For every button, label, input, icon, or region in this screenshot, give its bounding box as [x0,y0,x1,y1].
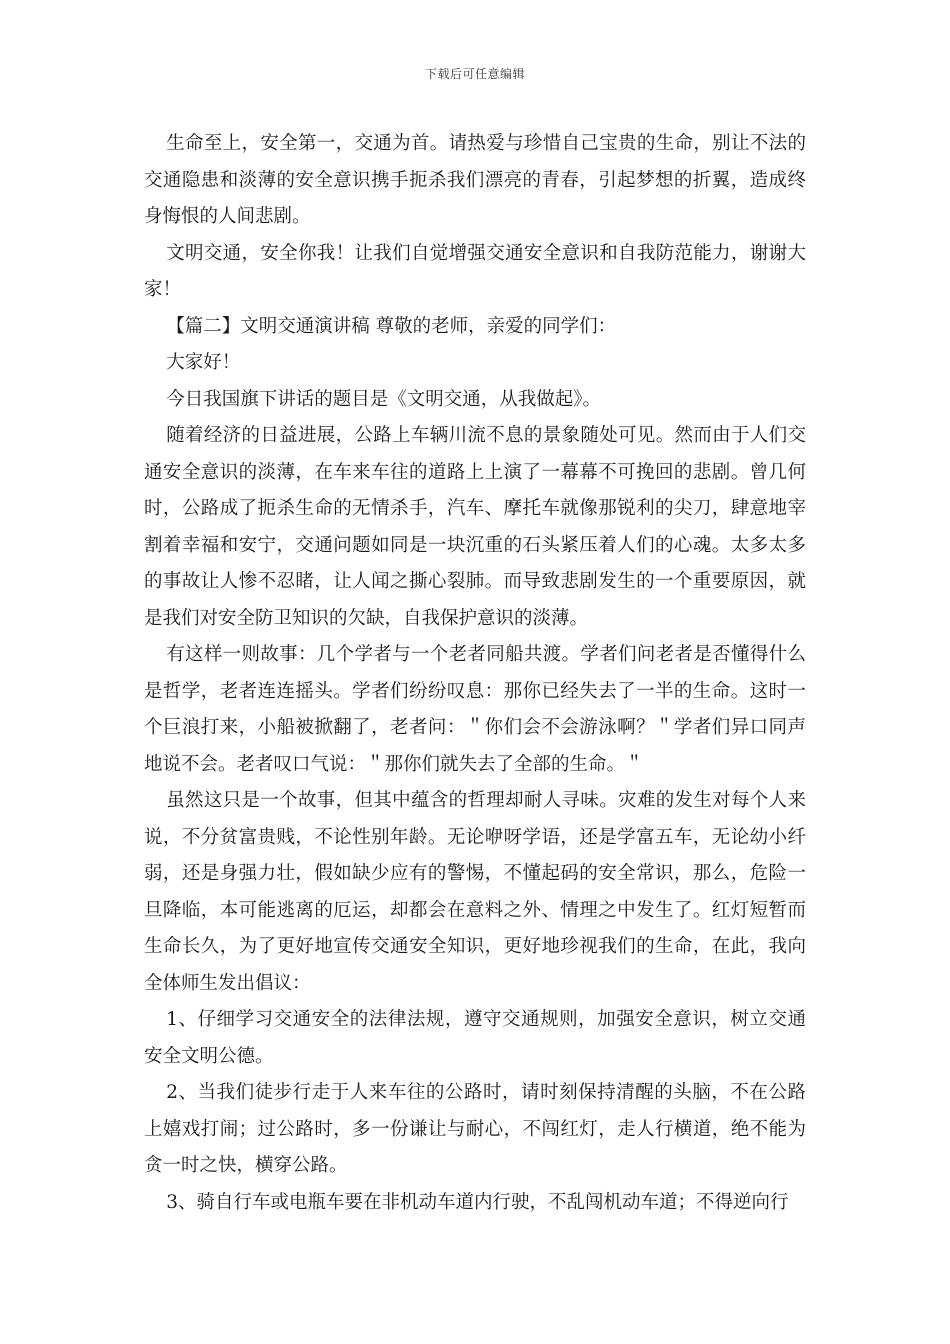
paragraph-story: 有这样一则故事：几个学者与一个老者同船共渡。学者们问老者是否懂得什么是哲学，老者连连摇头。学者们纷纷叹息：那你已经失去了一半的生命。这时一个巨浪打来，小船被掀翻了，老者问：＂你们会不会游泳啊？＂学者们异口同声地说不会。老者叹口气说：＂那你们就失去了全部的生命。＂ [144,644,806,775]
list-item-1: 1、仔细学习交通安全的法律法规，遵守交通规则，加强安全意识，树立交通安全文明公德。 [144,1009,806,1067]
paragraph-economy-traffic: 随着经济的日益进展，公路上车辆川流不息的景象随处可见。然而由于人们交通安全意识的淡薄，在车来车往的道路上上演了一幕幕不可挽回的悲剧。曾几何时，公路成了扼杀生命的无情杀手，汽车、摩托车就像那锐利的尖刀，肆意地宰割着幸福和安宁，交通问题如同是一块沉重的石头紧压着人们的心魂。太多太多的事故让人惨不忍睹，让人闻之撕心裂肺。而导致悲剧发生的一个重要原因，就是我们对安全防卫知识的欠缺，自我保护意识的淡薄。 [144,425,806,629]
paragraph-closing-safety: 生命至上，安全第一，交通为首。请热爱与珍惜自己宝贵的生命，别让不法的交通隐患和淡薄的安全意识携手扼杀我们漂亮的青春，引起梦想的折翼，造成终身悔恨的人间悲剧。 [144,133,806,227]
page-header: 下载后可任意编辑 [424,67,525,81]
list-item-3: 3、骑自行车或电瓶车要在非机动车道内行驶，不乱闯机动车道；不得逆向行 [166,1191,789,1213]
list-item-2: 2、当我们徒步行走于人来车往的公路时，请时刻保持清醒的头脑，不在公路上嬉戏打闹；过公路时，多一份谦让与耐心，不闯红灯，走人行横道，绝不能为贪一时之快，横穿公路。 [144,1082,806,1176]
document-body [144,126,806,1221]
paragraph-thanks: 文明交通，安全你我！让我们自觉增强交通安全意识和自我防范能力，谢谢大家！ [144,242,806,300]
paragraph-speech-topic: 今日我国旗下讲话的题目是《文明交通，从我做起》。 [166,388,601,410]
section-title-part-two: 【篇二】文明交通演讲稿 尊敬的老师，亲爱的同学们： [166,315,617,337]
paragraph-greeting: 大家好！ [166,352,241,373]
paragraph-reflection: 虽然这只是一个故事，但其中蕴含的哲理却耐人寻味。灾难的发生对每个人来说，不分贫富贵贱，不论性别年龄。无论咿呀学语，还是学富五车，无论幼小纤弱，还是身强力壮，假如缺少应有的警惕，不懂起码的安全常识，那么，危险一旦降临，本可能逃离的厄运，却都会在意料之外、情理之中发生了。红灯短暂而生命长久，为了更好地宣传交通安全知识，更好地珍视我们的生命，在此，我向全体师生发出倡议： [144,790,806,994]
